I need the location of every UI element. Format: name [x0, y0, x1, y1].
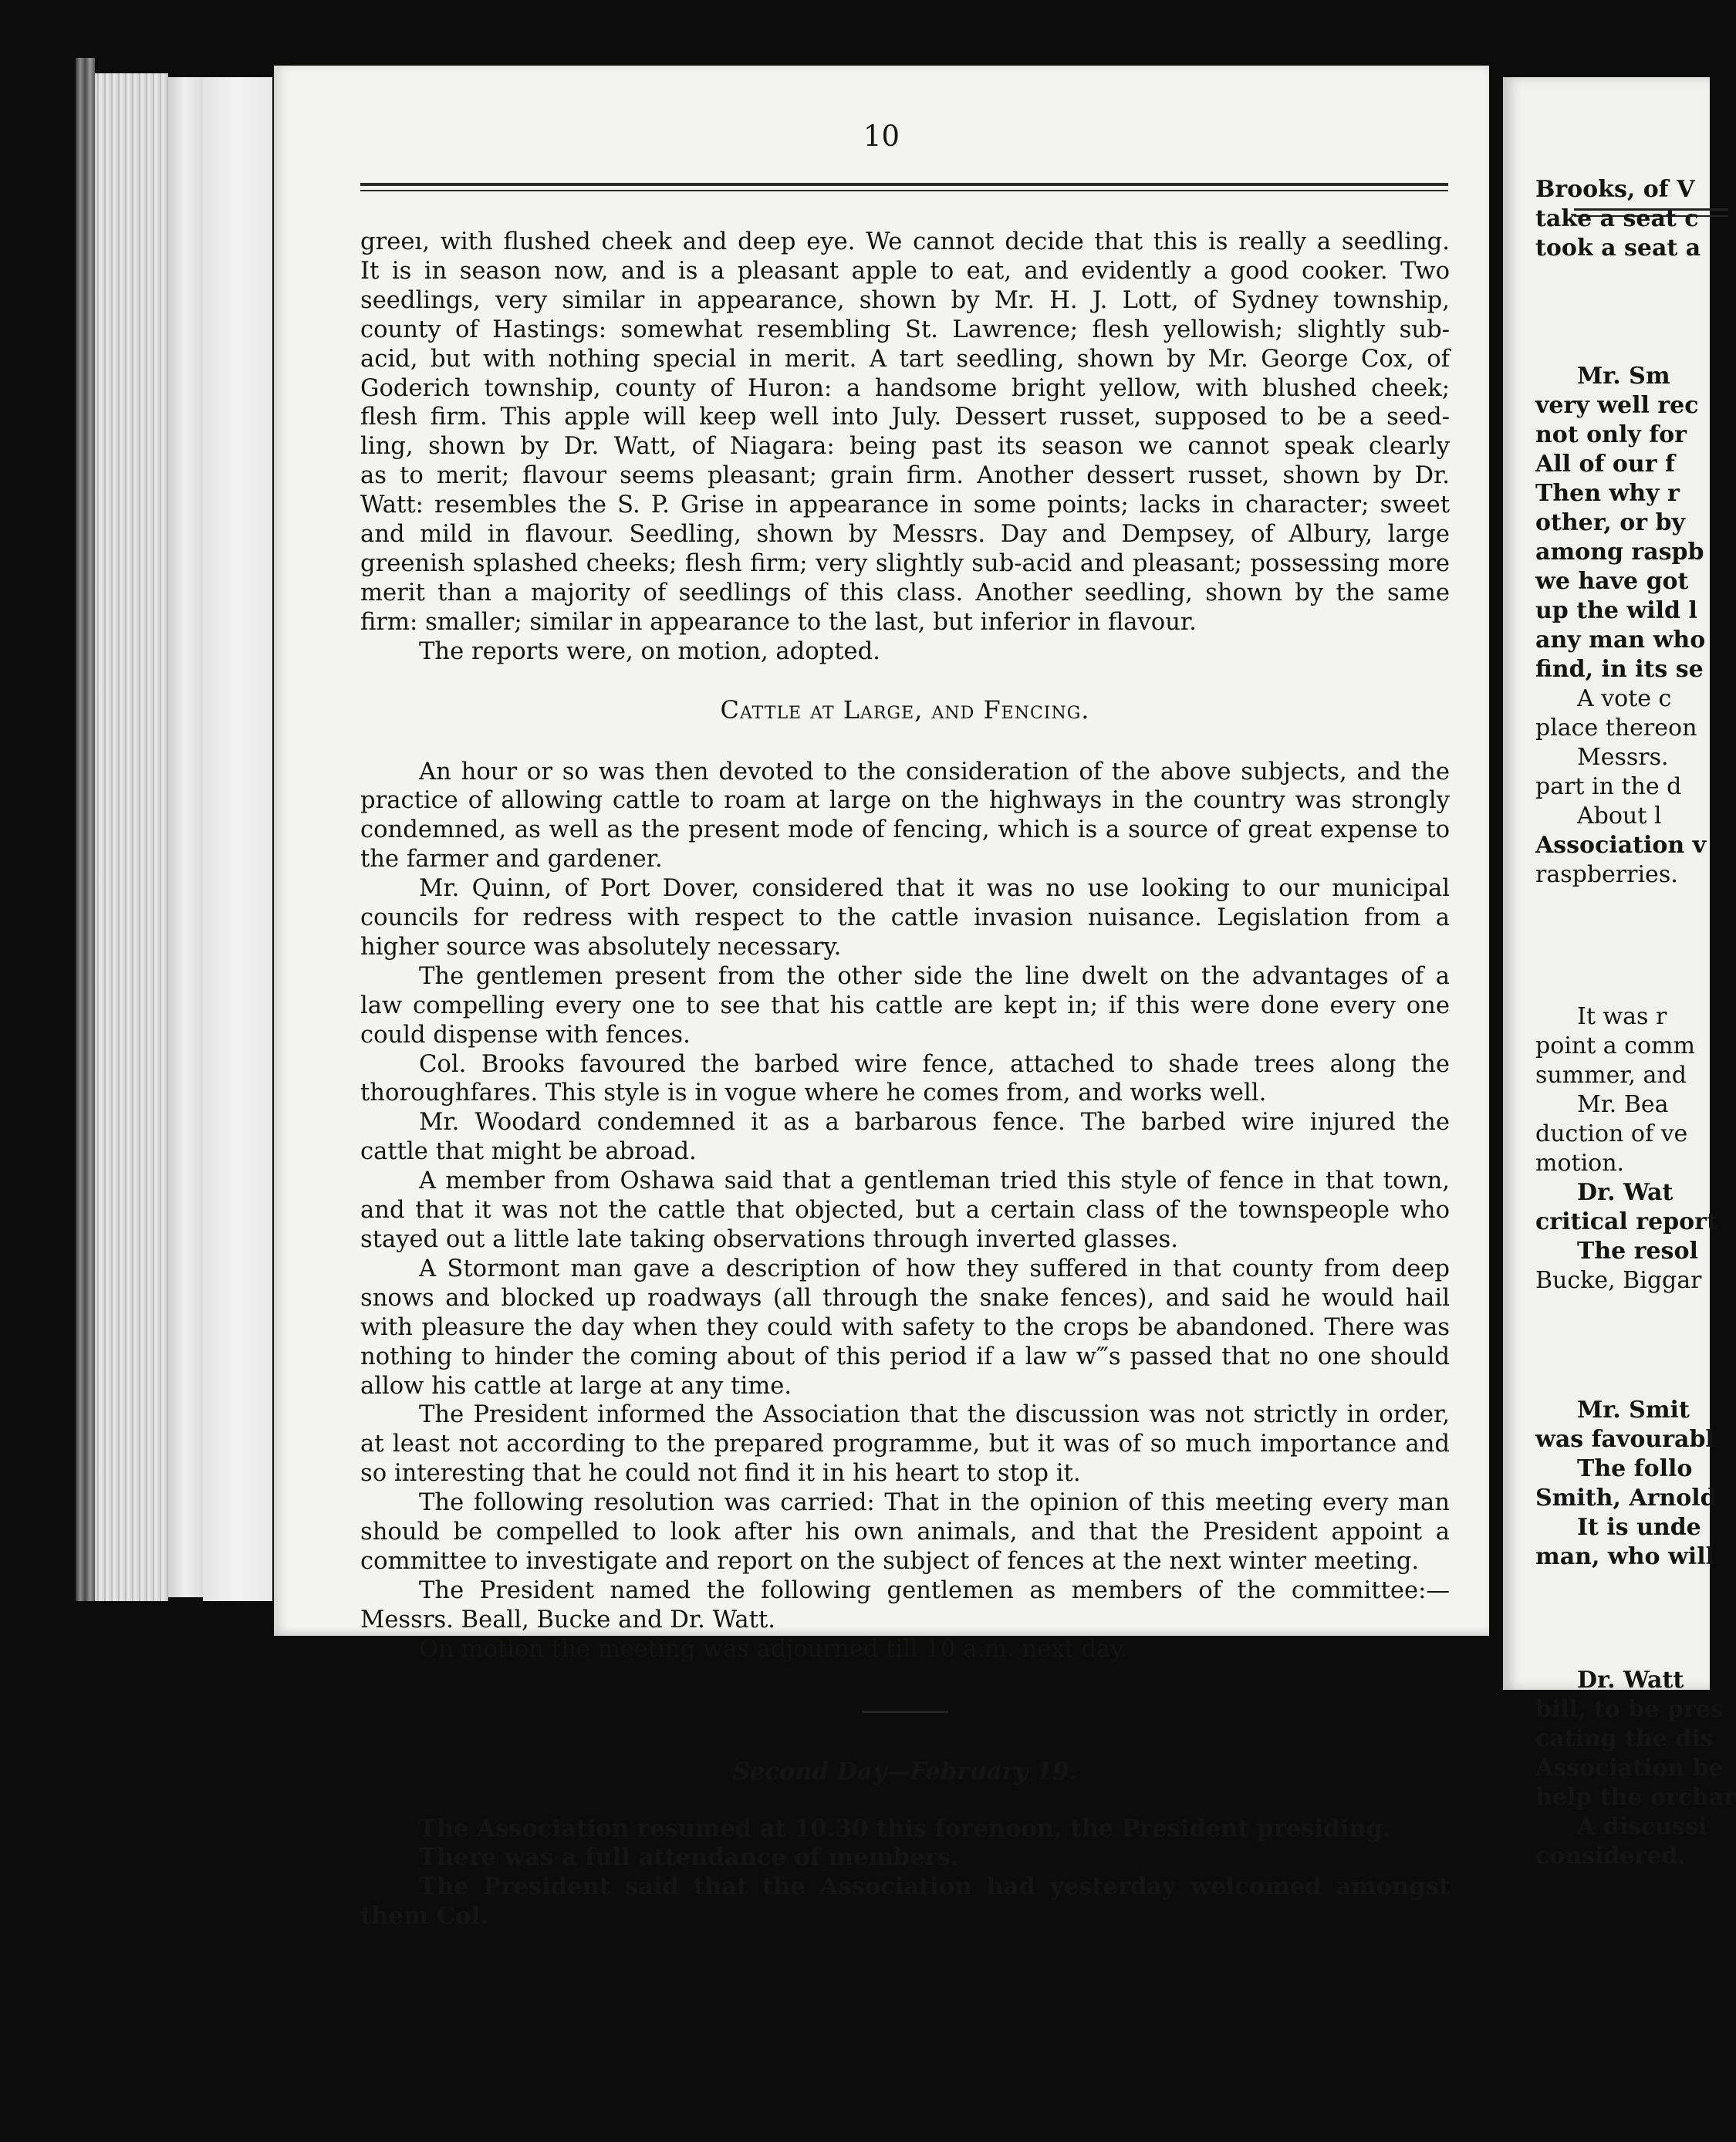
text-line: A vote c — [1577, 685, 1672, 712]
text-line: not only for — [1535, 421, 1687, 448]
text-line: Smith, Arnold — [1535, 1485, 1717, 1512]
text-line: duction of ve — [1535, 1120, 1688, 1147]
text-line: very well rec — [1535, 392, 1699, 419]
text-line: seedlings, very similar in appearance, shown by Mr. H. J. Lott, of Sydney township, — [360, 286, 1450, 314]
text-line: All of our f — [1535, 451, 1675, 478]
text-line: Col. Brooks favoured the barbed wire fence, attached to shade trees along the — [419, 1050, 1450, 1078]
book-page-margin — [203, 77, 272, 1601]
text-line: help the orchar — [1535, 1784, 1736, 1811]
text-line: firm: smaller; similar in appearance to the last, but inferior in flavour. — [360, 608, 1197, 636]
text-line: county of Hastings: somewhat resembling St. Lawrence; flesh yellowish; slightly sub- — [360, 316, 1450, 343]
text-line: Association v — [1535, 832, 1707, 859]
text-line: allow his cattle at large at any time. — [360, 1372, 792, 1400]
text-line: Dr. Watt — [1577, 1667, 1684, 1694]
text-line: place thereon — [1535, 715, 1697, 742]
day-paragraphs — [360, 1815, 1450, 1932]
text-line: should be compelled to look after his own animals, and that the President appoint a — [360, 1519, 1450, 1546]
text-line: The gentlemen present from the other side the line dwelt on the advantages of a — [419, 962, 1450, 990]
text-line: The President said that the Association had yesterday welcomed amongst them Col. — [360, 1873, 1450, 1931]
text-line: law compelling every one to see that his cattle are kept in; if this were done every one — [360, 992, 1450, 1019]
text-line: An hour or so was then devoted to the consideration of the above subjects, and the — [419, 758, 1450, 786]
text-line: The follo — [1577, 1455, 1693, 1482]
text-line: A discussi — [1577, 1813, 1707, 1840]
book-page-stack — [95, 73, 168, 1601]
text-line: we have got — [1535, 568, 1689, 595]
text-line: and that it was not the cattle that objected, but a certain class of the townspeople who — [360, 1197, 1450, 1225]
text-line: It is unde — [1577, 1514, 1701, 1541]
text-line: nothing to hinder the coming about of this period if a law w‴s passed that no one should — [360, 1343, 1450, 1370]
book-page-stack — [168, 77, 203, 1597]
text-line: A member from Oshawa said that a gentleman tried this style of fence in that town, — [419, 1167, 1450, 1195]
text-line: summer, and — [1535, 1062, 1687, 1089]
text-line: at least not according to the prepared programme, but it was of so much importance and — [360, 1431, 1450, 1458]
text-line: as to merit; flavour seems pleasant; grain firm. Another dessert russet, shown by Dr. — [360, 462, 1450, 490]
text-line: take a seat c — [1535, 205, 1699, 232]
text-line: Then why r — [1535, 480, 1680, 507]
text-line: other, or by — [1535, 509, 1685, 536]
text-line: greeı, with flushed cheek and deep eye. We cannot decide that this is really a seedling. — [360, 228, 1450, 255]
text-line: Mr. Bea — [1577, 1091, 1669, 1118]
text-line: Goderich township, county of Huron: a handsome bright yellow, with blushed cheek; — [360, 374, 1450, 402]
text-line: It was r — [1577, 1003, 1667, 1030]
text-line: thoroughfares. This style is in vogue where he comes from, and works well. — [360, 1079, 1267, 1107]
text-line: greenish splashed cheeks; flesh firm; very slightly sub-acid and pleasant; possessing more — [360, 549, 1450, 577]
text-line: raspberries. — [1535, 861, 1678, 888]
text-line: find, in its se — [1535, 656, 1704, 683]
text-line: cattle that might be abroad. — [360, 1138, 697, 1166]
section-divider — [862, 1711, 948, 1713]
text-line: point a comm — [1535, 1032, 1695, 1059]
text-line: Mr. Sm — [1577, 363, 1670, 390]
text-line: About l — [1577, 802, 1662, 829]
text-line: and mild in flavour. Seedling, shown by Messrs. Day and Dempsey, of Albury, large — [360, 521, 1450, 549]
text-line: up the wild l — [1535, 597, 1697, 624]
text-line: Mr. Woodard condemned it as a barbarous fence. The barbed wire injured the — [419, 1109, 1450, 1137]
text-line: The President named the following gentlemen as members of the committee:— — [419, 1576, 1450, 1604]
text-line: motion. — [1535, 1150, 1625, 1177]
text-line: acid, but with nothing special in merit. A tart seedling, shown by Mr. George Cox, of — [360, 345, 1450, 373]
text-line: practice of allowing cattle to roam at large on the highways in the country was strongly — [360, 787, 1450, 815]
text-line: Messrs. — [1577, 744, 1669, 771]
right-page — [1503, 77, 1736, 1870]
page-number: 10 — [863, 120, 900, 153]
text-line: cating the dis — [1535, 1725, 1714, 1752]
text-line: with pleasure the day when they could with safety to the crops be abandoned. There was — [360, 1313, 1450, 1341]
section-paragraphs — [360, 758, 1450, 1664]
text-line: On motion the meeting was adjourned till 10 a.m. next day. — [419, 1635, 1129, 1663]
text-line: so interesting that he could not find it in his heart to stop it. — [360, 1460, 1081, 1488]
text-line: merit than a majority of seedlings of this class. Another seedling, shown by the same — [360, 579, 1450, 606]
book-edge — [76, 58, 95, 1601]
text-line: Messrs. Beall, Bucke and Dr. Watt. — [360, 1606, 775, 1634]
text-line: Association be — [1535, 1755, 1724, 1782]
text-line: Mr. Smit — [1577, 1397, 1690, 1424]
text-line: took a seat a — [1535, 235, 1701, 262]
text-line: Mr. Quinn, of Port Dover, considered that it was no use looking to our municipal — [419, 875, 1450, 903]
text-line: bill, to be pres — [1535, 1696, 1724, 1723]
day-heading: Second Day—February 19. — [732, 1757, 1078, 1786]
text-line: snows and blocked up roadways (all through the snake fences), and said he would hail — [360, 1284, 1450, 1312]
intro-paragraphs — [360, 228, 1450, 667]
text-line: Dr. Wat — [1577, 1179, 1674, 1206]
text-line: ling, shown by Dr. Watt, of Niagara: being past its season we cannot speak clearly — [360, 433, 1450, 461]
text-line: higher source was absolutely necessary. — [360, 933, 842, 961]
text-line: any man who — [1535, 627, 1706, 654]
text-line: critical report — [1535, 1208, 1717, 1235]
text-line: councils for redress with respect to the cattle invasion nuisance. Legislation from a — [360, 904, 1450, 932]
text-line: Bucke, Biggar — [1535, 1267, 1702, 1294]
text-line: the farmer and gardener. — [360, 846, 663, 873]
text-line: Watt: resembles the S. P. Grise in appearance in some points; lacks in character; sweet — [360, 492, 1450, 519]
text-line: condemned, as well as the present mode of fencing, which is a source of great expense to — [360, 816, 1450, 844]
text-line: considered. — [1535, 1843, 1686, 1870]
text-line: flesh firm. This apple will keep well into July. Dessert russet, supposed to be a seed- — [360, 404, 1450, 431]
section-heading: Cattle at Large, and Fencing. — [720, 694, 1090, 725]
text-line: committee to investigate and report on the subject of fences at the next winter meeting. — [360, 1547, 1420, 1575]
text-line: was favourabl — [1535, 1426, 1714, 1453]
text-line: among raspb — [1535, 539, 1704, 566]
text-line: stayed out a little late taking observations through inverted glasses. — [360, 1226, 1178, 1253]
text-line: The President informed the Association that the discussion was not strictly in order, — [419, 1401, 1450, 1429]
text-line: The Association resumed at 10.30 this forenoon, the President presiding. — [419, 1814, 1391, 1843]
text-line: The following resolution was carried: That in the opinion of this meeting every man — [419, 1489, 1450, 1517]
text-line: The resol — [1577, 1238, 1698, 1265]
header-rule — [360, 190, 1448, 191]
text-line: man, who will — [1535, 1543, 1714, 1570]
text-line: The reports were, on motion, adopted. — [419, 637, 880, 665]
left-page — [274, 66, 1489, 1931]
text-line: could dispense with fences. — [360, 1021, 691, 1049]
text-line: There was a full attendance of members. — [419, 1843, 959, 1872]
text-line: A Stormont man gave a description of how they suffered in that county from deep — [419, 1255, 1450, 1282]
text-line: Brooks, of V — [1535, 176, 1695, 203]
text-line: It is in season now, and is a pleasant apple to eat, and evidently a good cooker. Two — [360, 257, 1450, 285]
text-line: part in the d — [1535, 773, 1682, 800]
page-body — [360, 228, 1450, 1931]
header-rule — [360, 183, 1448, 186]
